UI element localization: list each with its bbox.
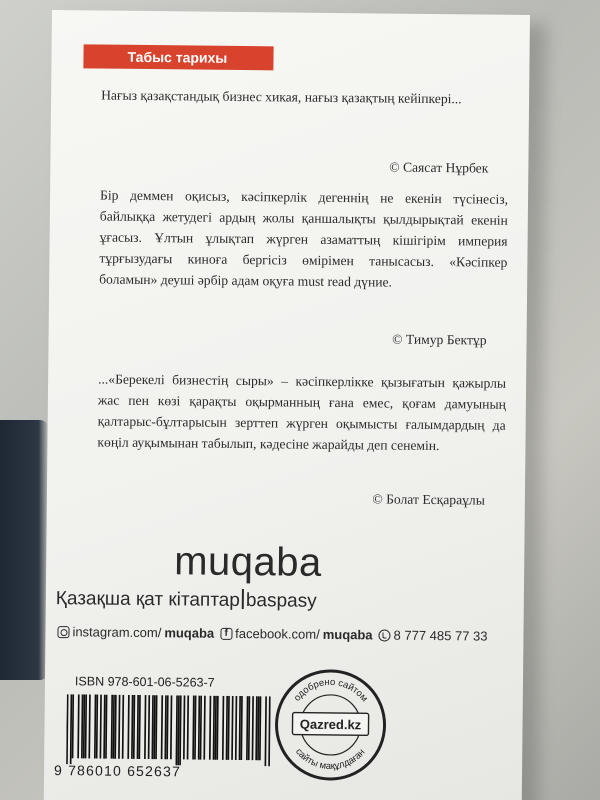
barcode-bar <box>77 694 79 758</box>
svg-text:сайты мақұлдаған <box>293 746 368 772</box>
approval-stamp <box>272 666 389 783</box>
barcode-bar <box>235 696 237 760</box>
barcode-bar <box>148 695 150 759</box>
instagram-prefix: instagram.com/ <box>72 624 162 641</box>
barcode-bar <box>100 695 102 759</box>
facebook-icon: f <box>220 627 232 639</box>
barcode-bar <box>127 695 129 759</box>
tagline-left: Қазақша қат кітаптар <box>55 588 240 611</box>
barcode-bar <box>231 696 233 760</box>
svg-text:одобрено сайтом <box>292 676 370 704</box>
barcode-bar <box>203 696 205 760</box>
quote-2-text: Бір деммен оқисыз, кәсіпкерлік дегеннің не екенін түсінесіз, байлыққа жетудегі ардың жолы қаншалықты қылдырықтай екенін ұғасыз. Ұлтын ұлықтап жүрген азаматтың кішігірім империя тұрғызудағы киноға бергісіз өмірімен танысасыз. «Кәсіпкер боламын» деуші әрбір адам оқуға must read дүние. <box>99 187 509 290</box>
barcode-bar <box>222 696 224 760</box>
quote-1-author: © Саясат Нұрбек <box>389 159 489 176</box>
publisher-tagline <box>56 587 317 613</box>
tagline-divider <box>242 589 244 609</box>
barcode-bar <box>144 695 146 759</box>
publisher-contacts <box>57 624 507 644</box>
barcode-bar <box>183 695 185 759</box>
barcode-digits: 9 786010 652637 <box>53 762 182 780</box>
barcode-bar <box>118 695 120 759</box>
facebook-prefix: facebook.com/ <box>235 625 320 642</box>
barcode-bar <box>265 696 267 766</box>
book-back-cover <box>44 10 530 800</box>
barcode-bar <box>209 696 211 760</box>
phone-number: 8 777 485 77 33 <box>393 627 488 644</box>
quote-2-author: © Тимур Бектұр <box>392 331 487 348</box>
stamp-bottom-text: сайты мақұлдаған <box>293 746 368 773</box>
facebook-contact <box>220 626 373 643</box>
stamp-center-text: Qazred.kz <box>299 716 362 733</box>
barcode <box>66 694 271 766</box>
barcode-bar <box>252 696 254 760</box>
quote-1-text: Нағыз қазақстандық бизнес хикая, нағыз қазақтың кейіпкері... <box>101 87 462 107</box>
instagram-handle: muqaba <box>164 625 215 641</box>
isbn-text: ISBN 978-601-06-5263-7 <box>74 674 215 690</box>
barcode-bar <box>268 696 270 766</box>
stamp-top-text: одобрено сайтом <box>291 676 370 705</box>
barcode-bar <box>187 695 189 759</box>
barcode-bar <box>88 694 90 758</box>
facebook-handle: muqaba <box>322 626 373 643</box>
phone-contact <box>379 627 488 643</box>
barcode-bar <box>66 694 68 764</box>
section-tag: Табыс тарихы <box>83 44 273 70</box>
barcode-bar <box>122 695 124 759</box>
publisher-logo: muqaba <box>174 539 323 585</box>
tagline-right: baspasy <box>245 590 317 612</box>
quote-3-author: © Болат Есқараұлы <box>372 491 485 508</box>
barcode-bar <box>161 695 163 759</box>
barcode-bar <box>170 695 172 759</box>
dark-object-background <box>0 420 48 680</box>
instagram-contact <box>57 624 214 641</box>
instagram-icon <box>57 626 69 638</box>
quote-3-text: ...«Берекелі бизнестің сыры» – кәсіпкерлікке қызығатын қажырлы жас пен көзі қарақты оқырманның ғана емес, қоғам дамуының қалтарыс-бұлтарысын зерттеп жүрген оқымысты ғалымдардың да көңіл ауқымынан табылып, кәдесіне жарайды деп сенемін. <box>97 371 507 454</box>
phone-icon <box>379 629 391 641</box>
